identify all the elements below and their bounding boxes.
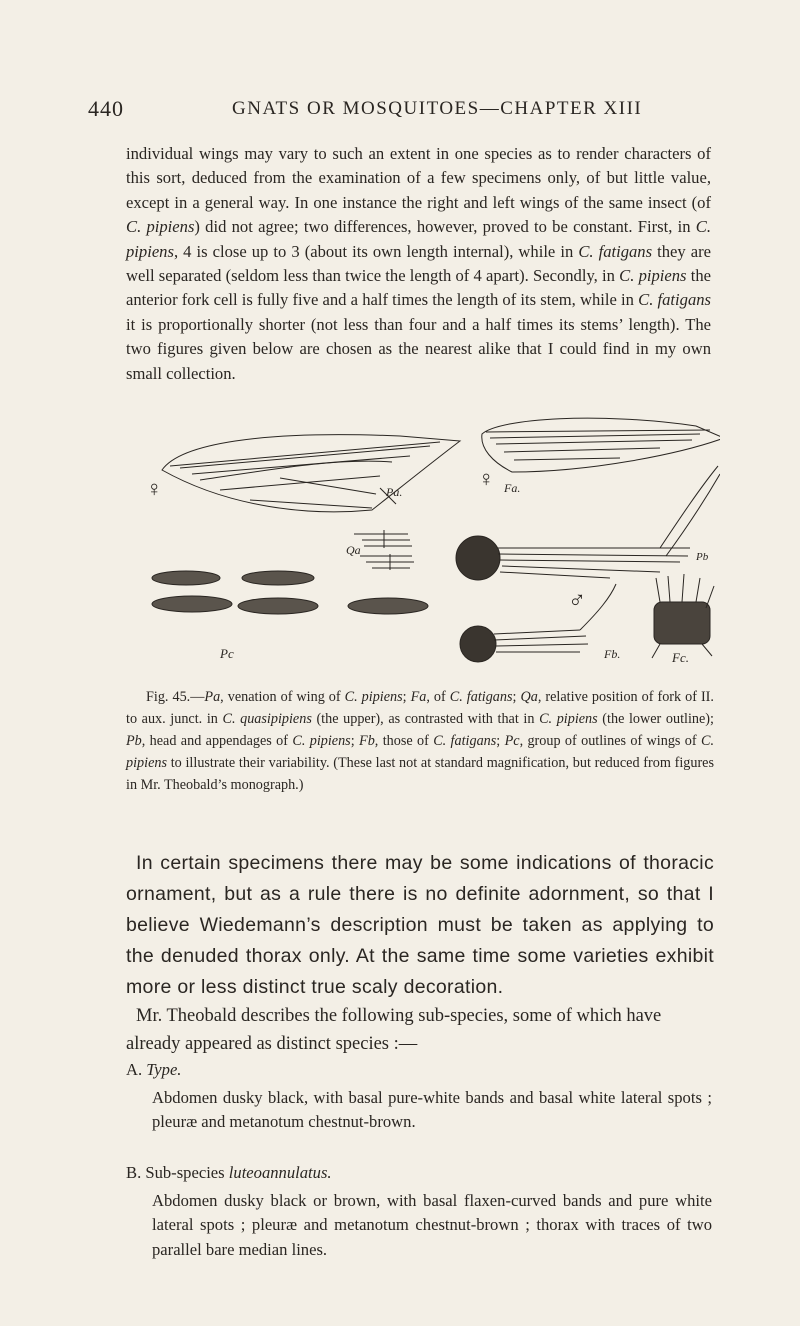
label-female-right: ♀	[478, 466, 495, 491]
wing-pa-drawing	[162, 435, 460, 512]
caption-text: , venation of wing of	[220, 689, 345, 705]
caption-lead: Fig. 45.—	[146, 689, 205, 705]
wing-outlines-pc-drawing	[152, 571, 428, 614]
label-female-left: ♀	[146, 476, 163, 501]
entry-b-label: B. Sub-species	[126, 1163, 229, 1182]
species-name: C. fatigans	[578, 241, 653, 261]
caption-italic: C. quasipipiens	[222, 711, 312, 727]
entry-a-heading	[126, 1060, 181, 1080]
fork-qa-drawing	[354, 530, 414, 570]
caption-text: ;	[512, 689, 521, 705]
text-run: it is proportionally shorter (not less than four and a half times its stems’ length). The two figures given below are chosen as the nearest alike that I could find in my own small collection.	[126, 314, 711, 383]
paragraph-wing-variability	[126, 142, 711, 386]
caption-italic: Fa	[410, 689, 427, 705]
label-qa: Qa	[346, 543, 361, 557]
caption-italic: Pa	[204, 689, 221, 705]
text-run: the anterior fork cell is fully five and a half times the length of its stem, while in	[126, 266, 711, 310]
caption-italic: Pc	[504, 733, 520, 749]
caption-text: ;	[350, 733, 360, 749]
caption-italic: C. pipiens	[344, 689, 403, 705]
figure-45-wing-venation	[140, 408, 720, 673]
text-run: they are well separated (seldom less than twice the length of 4 apart). Secondly, in	[126, 241, 711, 286]
caption-text: , head and appendages of	[141, 733, 293, 749]
caption-text: (the lower outline);	[597, 711, 714, 727]
entry-b-name: luteoannulatus.	[228, 1163, 332, 1182]
caption-italic: Qa	[520, 689, 538, 705]
label-pb: Pb	[696, 551, 709, 563]
entry-b-heading	[126, 1163, 332, 1183]
label-male: ♂	[568, 588, 586, 614]
entry-b-description: Abdomen dusky black or brown, with basal flaxen-curved bands and pure white lateral spots ; pleuræ and metanotum chestnut-brown ; thorax with traces of two parallel bare median lines.	[152, 1191, 712, 1259]
caption-italic: C. pipiens	[292, 733, 351, 749]
text-run: individual wings may vary to such an extent in one species as to render characters of this sort, deduced from the examination of a few specimens only, of but little value, except in a general way. In one instance the right and left wings of the same insect (of	[126, 144, 711, 212]
entry-a-description: Abdomen dusky black, with basal pure-white bands and basal white lateral spots ; pleuræ and metanotum chestnut-brown.	[152, 1088, 712, 1132]
wing-fa-drawing	[482, 418, 720, 472]
caption-italic: C. fatigans	[449, 689, 513, 705]
caption-italic: C. pipiens	[539, 711, 598, 727]
caption-text: , group of outlines of wings of	[519, 733, 701, 749]
page-number: 440	[88, 96, 124, 121]
caption-italic: C. pipiens	[126, 733, 714, 771]
caption-text: ;	[402, 689, 411, 705]
species-name: C. pipiens	[126, 217, 195, 237]
caption-text: (the upper), as contrasted with that in	[311, 711, 540, 727]
caption-italic: C. fatigans	[433, 733, 497, 749]
caption-text: , those of	[374, 733, 434, 749]
species-name: C. pipiens	[619, 266, 687, 286]
caption-text: to illustrate their variability. (These last not at standard magnification, but reduced from figures in Mr. Theobald’s monograph.)	[126, 755, 714, 793]
paragraph-subspecies-intro: Mr. Theobald describes the following sub-species, some of which have already appeared as distinct species :—	[126, 1006, 662, 1054]
species-name: C. fatigans	[638, 290, 712, 310]
appendages-fc-drawing	[652, 574, 714, 658]
running-title: GNATS OR MOSQUITOES—CHAPTER XIII	[232, 98, 643, 119]
label-fa: Fa.	[504, 481, 521, 495]
caption-text: ;	[496, 733, 505, 749]
caption-text: , of	[426, 689, 450, 705]
species-name: C. pipiens	[126, 217, 711, 261]
label-fc: Fc.	[672, 650, 689, 665]
label-pc: Pc	[220, 646, 234, 661]
head-appendages-pb-drawing	[456, 466, 720, 580]
label-pa: Pa.	[386, 485, 403, 499]
text-run: ) did not agree; two differences, however, proved to be constant. First, in	[194, 217, 696, 237]
entry-a-label: A.	[126, 1060, 147, 1079]
caption-italic: Fb	[359, 733, 375, 749]
entry-a-name: Type.	[146, 1060, 182, 1079]
head-appendages-fb-drawing	[460, 584, 616, 662]
paragraph-thoracic-ornament: In certain specimens there may be some indications of thoracic ornament, but as a rule there is no definite adornment, so that I believe Wiedemann’s description must be taken as applying to the denuded thorax only. At the same time some varieties exhibit more or less distinct true scaly decoration.	[126, 852, 714, 998]
caption-italic: Pb	[126, 733, 142, 749]
page-header	[0, 96, 800, 126]
text-run: , 4 is close up to 3 (about its own length internal), while in	[173, 241, 579, 261]
caption-text: , relative position of fork of II. to aux. junct. in	[126, 689, 714, 727]
label-fb: Fb.	[604, 647, 621, 661]
figure-caption	[126, 686, 714, 796]
